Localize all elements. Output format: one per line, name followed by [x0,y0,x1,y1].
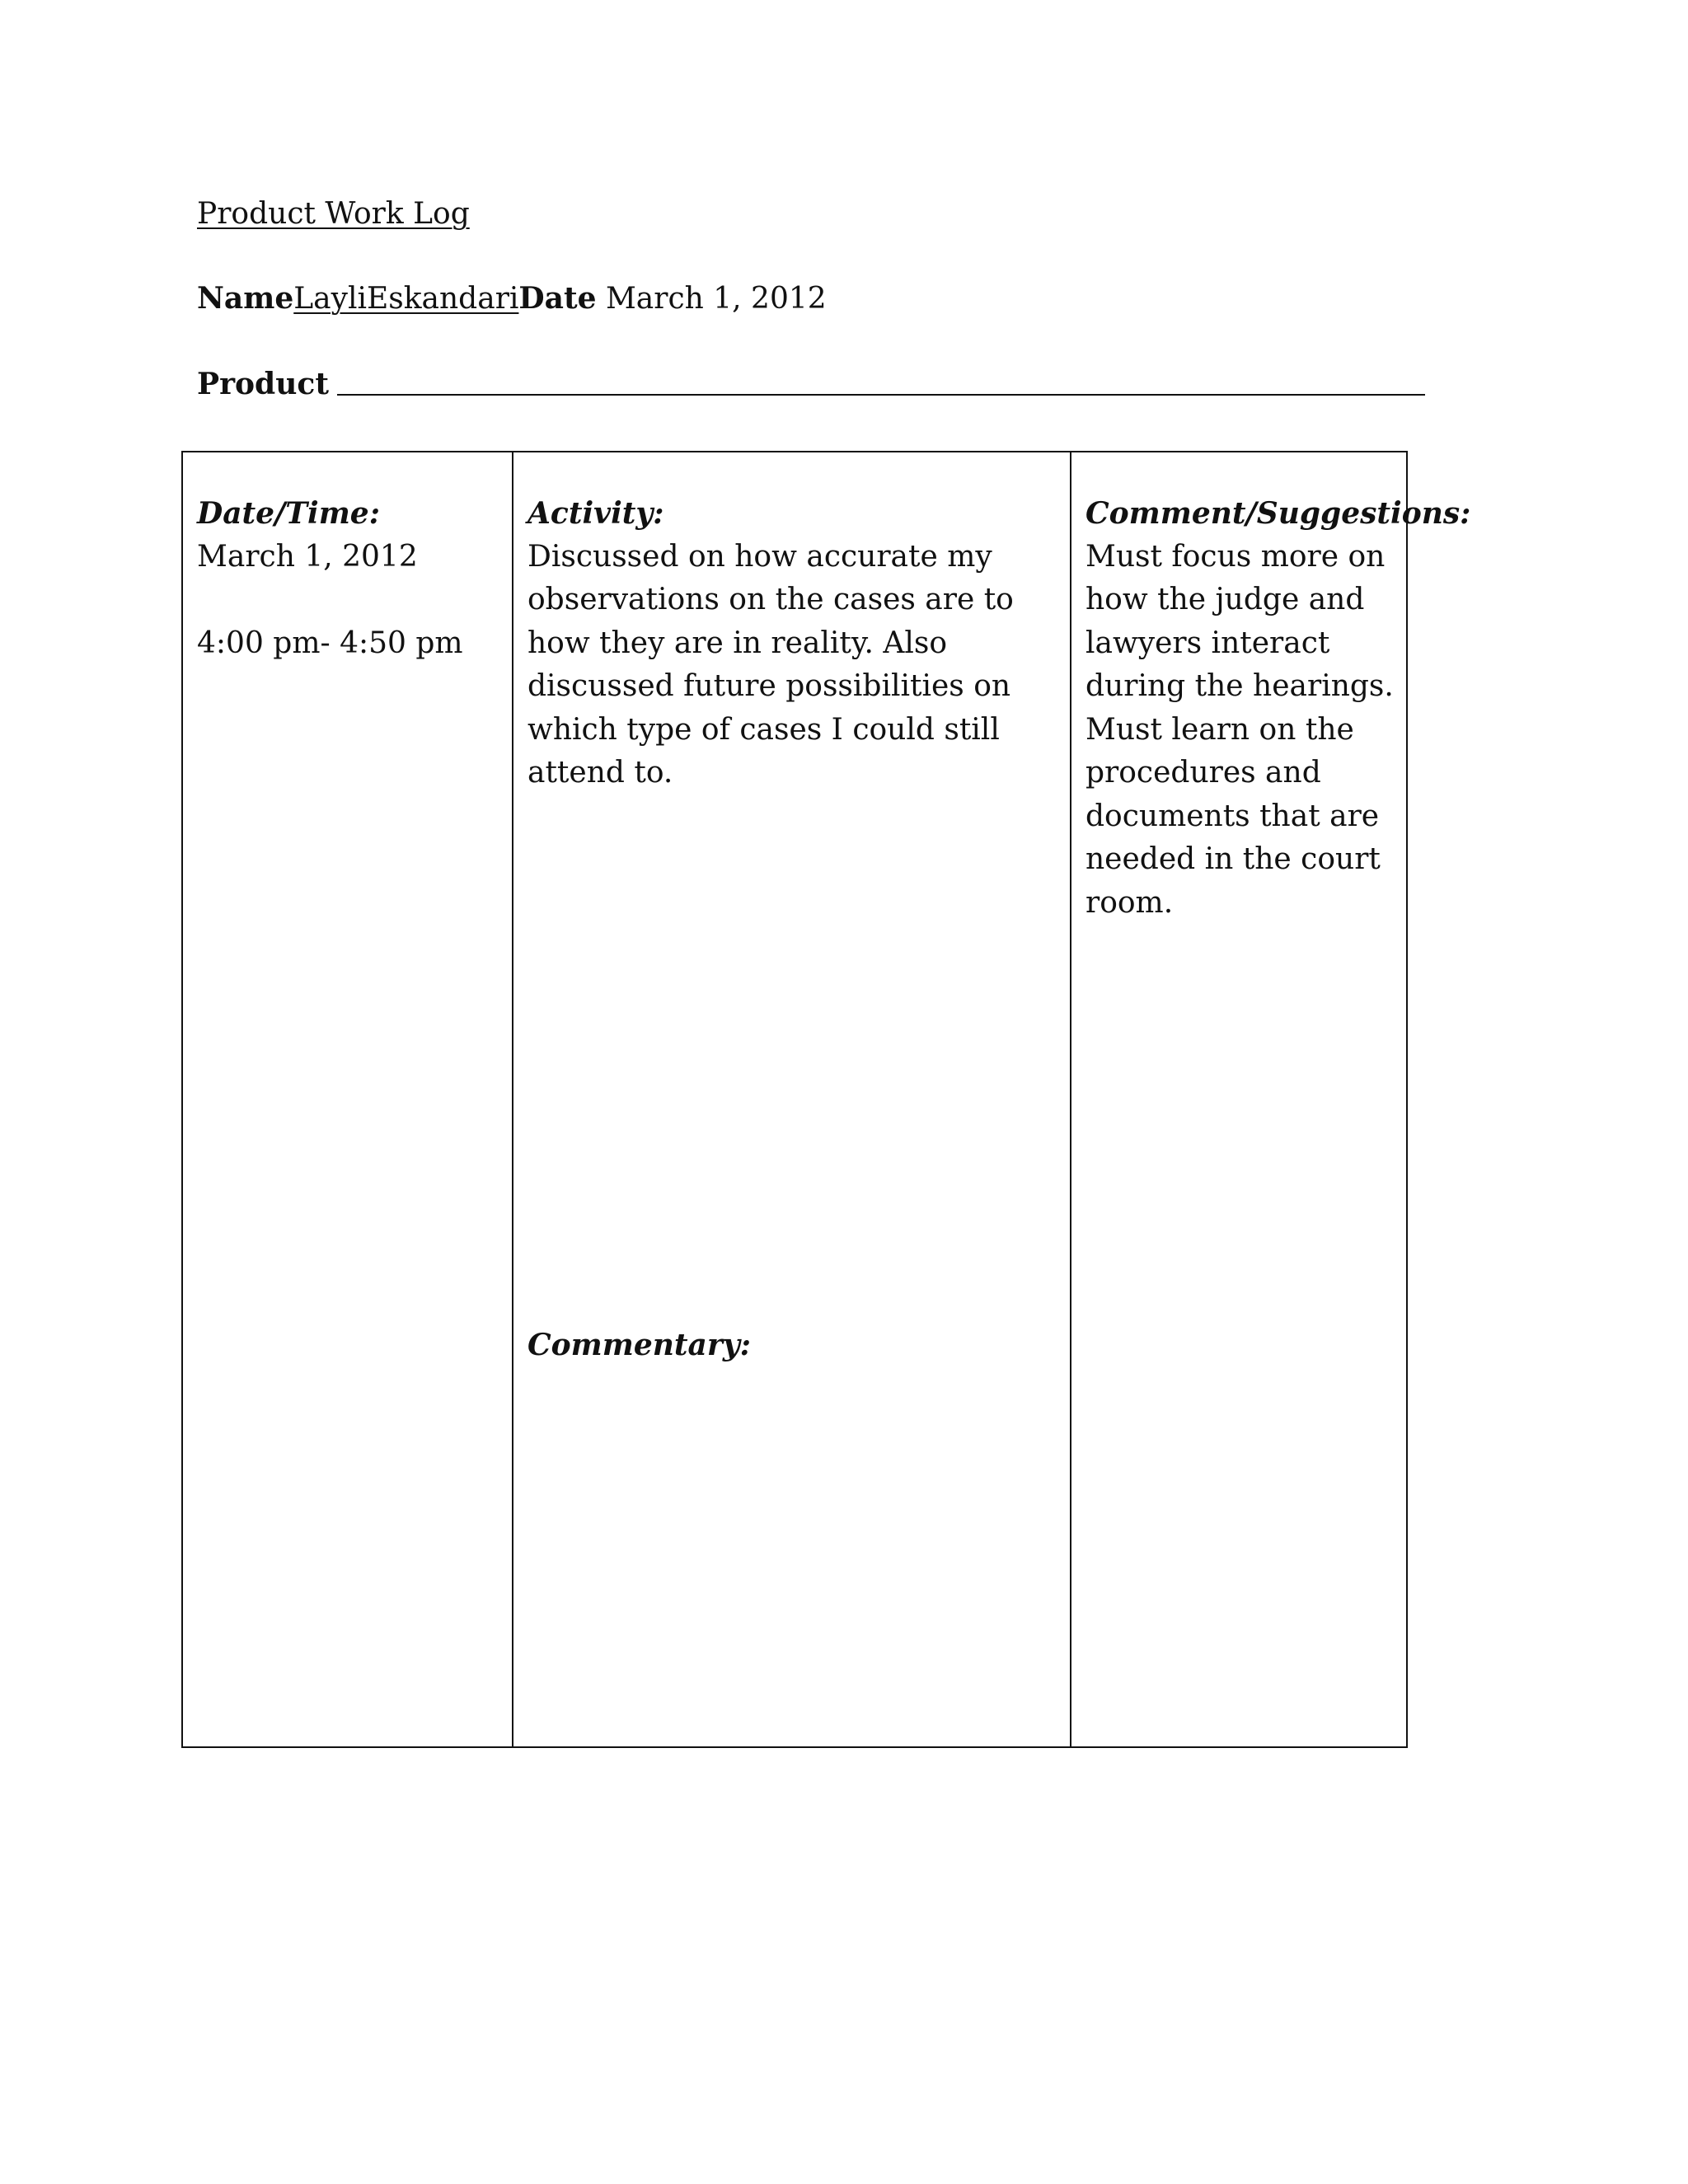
date-label: Date [518,281,597,316]
log-time: 4:00 pm- 4:50 pm [197,626,463,660]
name-value: LayliEskandari [293,282,519,316]
comment-header: Comment/Suggestions: [1085,496,1471,531]
name-date-line [197,279,827,319]
spacer [197,579,463,622]
activity-column [513,452,1071,1746]
log-date: March 1, 2012 [197,539,418,574]
name-label: Name [197,281,294,316]
product-blank-field [337,394,1425,396]
product-line [197,364,1425,404]
datetime-column [183,452,513,1746]
page-title: Product Work Log [197,197,470,231]
date-value: March 1, 2012 [596,282,827,316]
activity-cell [528,492,1039,795]
commentary-header: Commentary: [528,1328,752,1362]
datetime-cell [197,492,463,665]
comment-cell [1085,492,1471,925]
product-label: Product [197,367,329,401]
log-table [181,451,1471,1748]
activity-text: Discussed on how accurate my observations on the cases are to how they are in reality. Also discussed future possibilities on which type of cases I could still attend to. [528,539,1014,790]
comment-text: Must focus more on how the judge and lawyers interact during the hearings. Must learn on the procedures and documents that are needed in the court room. [1085,539,1394,920]
datetime-header: Date/Time: [197,496,380,531]
activity-header: Activity: [528,496,664,531]
comment-column [1071,452,1471,1746]
